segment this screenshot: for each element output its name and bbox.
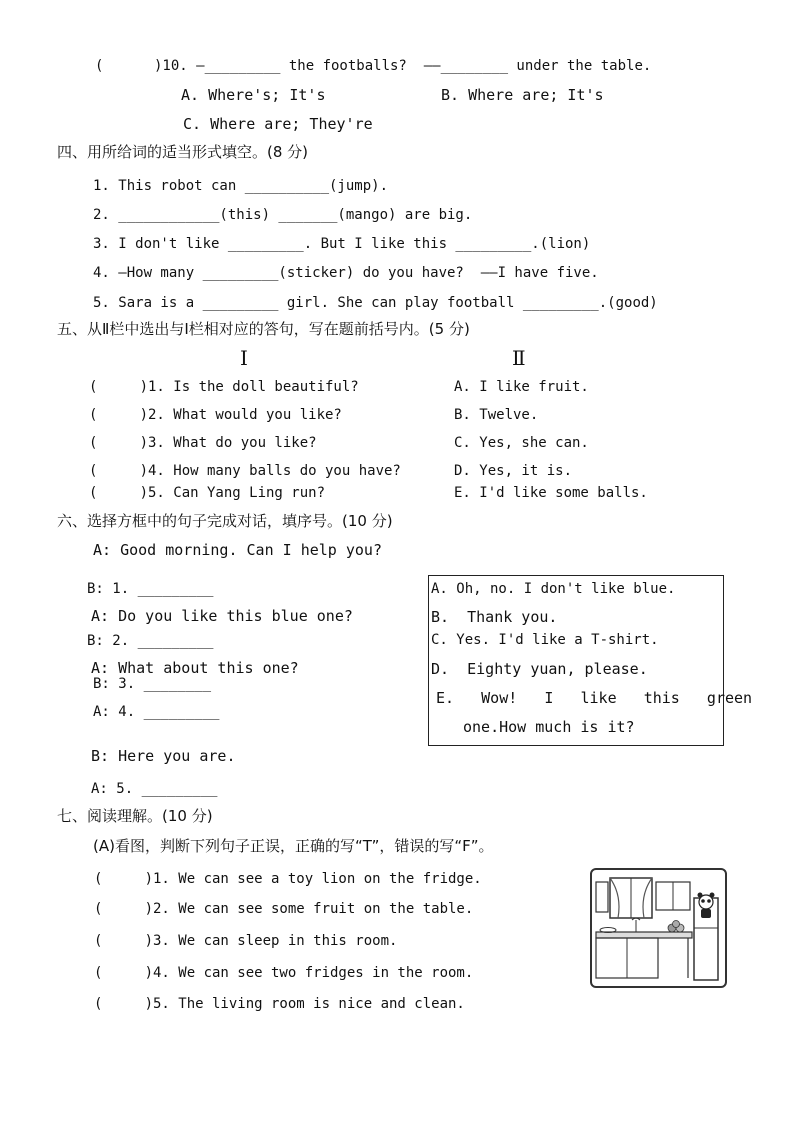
dialogue-line-3: A: Do you like this blue one? [91,607,353,625]
section-5-heading: 五、从Ⅱ栏中选出与Ⅰ栏相对应的答句，写在题前括号内。(5 分) [57,320,470,338]
s4-item-2: 2. ____________(this) _______(mango) are big. [93,207,473,223]
column-2-label: Ⅱ [512,346,526,370]
dialogue-line-2: B: 1. _________ [87,581,214,597]
s5-answer-b: B. Twelve. [454,407,539,423]
dialogue-line-1: A: Good morning. Can I help you? [93,541,382,559]
s5-question-3: ( )3. What do you like? [89,435,317,451]
section-6-heading: 六、选择方框中的句子完成对话，填序号。(10 分) [57,512,393,530]
box-option-c: C. Yes. I'd like a T-shirt. [431,632,659,648]
column-1-label: Ⅰ [240,346,248,370]
curtain-left [610,878,619,918]
s5-question-5: ( )5. Can Yang Ling run? [89,485,326,501]
section-7-heading: 七、阅读理解。(10 分) [57,807,213,825]
s5-answer-c: C. Yes, she can. [454,435,589,451]
box-option-a: A. Oh, no. I don't like blue. [431,581,676,597]
s4-item-3: 3. I don't like _________. But I like this _________.(lion) [93,236,591,252]
s7-item-1: ( )1. We can see a toy lion on the fridge. [94,871,482,887]
s5-answer-e: E. I'd like some balls. [454,485,648,501]
dialogue-line-8: B: Here you are. [91,747,236,765]
dialogue-line-4: B: 2. _________ [87,633,214,649]
s7-item-4: ( )4. We can see two fridges in the room. [94,965,474,981]
q10-line: ( )10. —_________ the footballs? ——________ under the table. [95,58,652,74]
box-option-e: E. Wow! I like this green [436,689,753,707]
s5-answer-d: D. Yes, it is. [454,463,573,479]
section-7-subheading: (A)看图，判断下列句子正误，正确的写“T”，错误的写“F”。 [93,837,494,855]
s7-item-5: ( )5. The living room is nice and clean. [94,996,465,1012]
q10-option-c: C. Where are; They're [183,115,373,133]
s5-question-4: ( )4. How many balls do you have? [89,463,401,479]
s5-answer-a: A. I like fruit. [454,379,589,395]
s5-question-1: ( )1. Is the doll beautiful? [89,379,359,395]
dialogue-line-6: B: 3. ________ [93,676,212,692]
s7-item-2: ( )2. We can see some fruit on the table. [94,901,474,917]
box-option-b: B. Thank you. [431,608,558,626]
kitchen-illustration [590,868,727,988]
section-4-heading: 四、用所给词的适当形式填空。(8 分) [57,143,309,161]
dialogue-line-7: A: 4. _________ [93,704,220,720]
dialogue-line-5: A: What about this one? [91,659,299,677]
box-option-d: D. Eighty yuan, please. [431,660,648,678]
s4-item-4: 4. —How many _________(sticker) do you have? ——I have five. [93,265,599,281]
q10-option-b: B. Where are; It's [441,86,604,104]
dialogue-line-9: A: 5. _________ [91,781,218,797]
box-option-e-cont: one.How much is it? [463,718,635,736]
s5-question-2: ( )2. What would you like? [89,407,342,423]
s7-item-3: ( )3. We can sleep in this room. [94,933,398,949]
s4-item-5: 5. Sara is a _________ girl. She can play football _________.(good) [93,295,658,311]
q10-option-a: A. Where's; It's [181,86,326,104]
curtain-right [643,878,652,918]
s4-item-1: 1. This robot can __________(jump). [93,178,389,194]
